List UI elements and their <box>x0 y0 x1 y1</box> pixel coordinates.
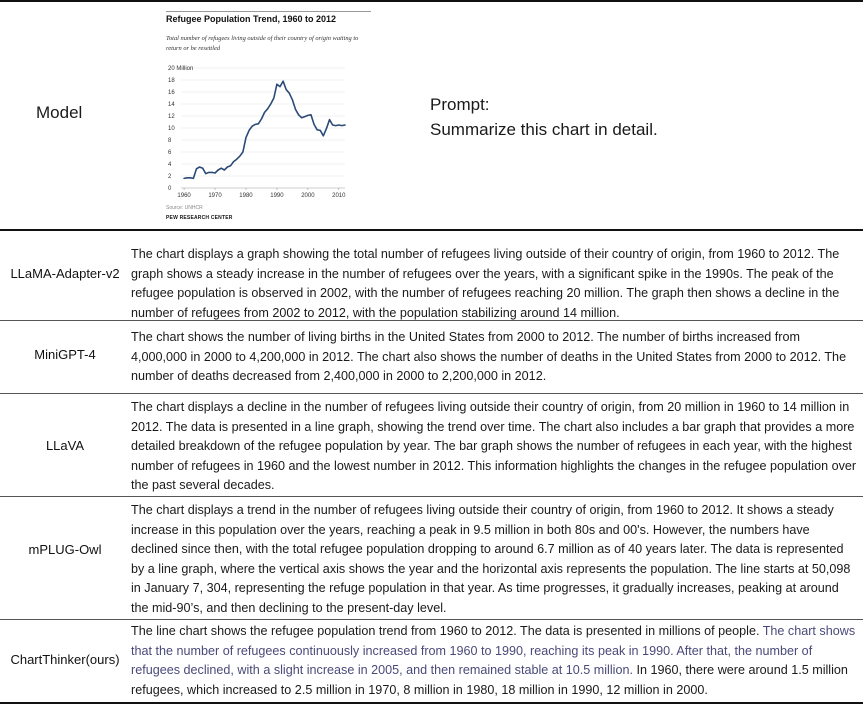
y-tick-label: 2 <box>168 174 172 180</box>
row-model-label: ChartThinker(ours) <box>10 652 120 667</box>
x-tick-label: 1970 <box>208 193 222 199</box>
prompt-text: Summarize this chart in detail. <box>430 120 658 139</box>
response-segment: In 1960, there were around 1.5 million refugees, which increased to 2.5 million in 1970, 8 million in 1980, 18 million in 1990, 12 million in 2000. <box>131 663 848 697</box>
chart-title: Refugee Population Trend, 1960 to 2012 <box>166 14 337 24</box>
x-tick-label: 1980 <box>239 193 253 199</box>
line-chart <box>163 60 373 200</box>
chart-top-rule <box>166 11 371 12</box>
x-tick-label: 1990 <box>270 193 284 199</box>
table-row <box>0 497 863 619</box>
table-row <box>0 230 863 320</box>
x-tick-label: 1960 <box>177 193 191 199</box>
x-tick-label: 2010 <box>332 193 346 199</box>
y-tick-label: 18 <box>168 78 175 84</box>
table-row <box>0 620 863 702</box>
y-tick-label: 12 <box>168 114 175 120</box>
bottom-rule <box>0 702 863 704</box>
chart-subtitle: Total number of refugees living outside of their country of origin waiting to return or be resettled <box>166 35 359 52</box>
row-response-text: The chart displays a graph showing the total number of refugees living outside of their country of origin, from 1960 to 2012. The graph shows a steady increase in the number of refugees over the years, with a significant spike in the 1990s. The peak of the refugee population is observed in 2002, with the number of refugees reaching 20 million. The graph then shows a decline in the number of refugees from 2002 to 2012, with the population stabilizing around 14 million. <box>131 247 840 320</box>
row-response-text: The chart shows the number of living births in the United States from 2000 to 2012. The number of births increased from 4,000,000 in 2000 to 4,200,000 in 2012. The chart also shows the number of deaths in the United States from 2000 to 2012. The number of deaths decreased from 2,400,000 in 2000 to 2,200,000 in 2012. <box>131 330 847 384</box>
row-response-text: The chart displays a trend in the number of refugees living outside their country of origin, from 1960 to 2012. It shows a steady increase in this population over the years, reaching a peak in 9.5 million in both 80s and 00's. However, the numbers have declined since then, with the total refugee population dropping to around 6.7 million as of 40 years later. The data is represented by a line graph, where the vertical axis shows the year and the horizontal axis represents the population. The line starts at 50,098 in January 7, 304, representing the refuge population in that year. As time progresses, it gradually increases, peaking at around the mid-90’s, and then declining to the present-day level. <box>131 503 851 615</box>
y-tick-label: 14 <box>168 102 175 108</box>
chart-source: Source: UNHCR <box>166 205 203 211</box>
x-tick-label: 2000 <box>301 193 315 199</box>
row-model-label: MiniGPT-4 <box>34 347 96 362</box>
prompt-header <box>430 92 658 142</box>
row-response-text <box>131 622 857 700</box>
top-rule <box>0 0 863 2</box>
table-row <box>0 394 863 496</box>
response-segment: The line chart shows the refugee population trend from 1960 to 2012. The data is presented in millions of people. <box>131 624 760 638</box>
row-model-label: LLaMA-Adapter-v2 <box>10 266 120 281</box>
y-tick-label: 16 <box>168 90 175 96</box>
y-tick-label: 6 <box>168 150 172 156</box>
chart-figure <box>163 8 373 220</box>
row-model-label: LLaVA <box>45 438 85 453</box>
row-model-label: mPLUG-Owl <box>28 542 102 557</box>
y-tick-label: 20 Million <box>168 66 194 72</box>
y-tick-label: 10 <box>168 126 175 132</box>
row-response-text: The chart displays a decline in the number of refugees living outside their country of origin, from 20 million in 1960 to 14 million in 2012. The data is presented in a line graph, showing the trend over time. The chart also includes a bar graph that provides a more detailed breakdown of the refugee population by year. The bar graph shows the number of refugees in each year, with the highest number of refugees in 1960 and the lowest number in 2012. This information highlights the changes in the refugee population over the past several decades. <box>131 400 857 493</box>
response-segment-highlighted: The chart shows that the number of refugees continuously increased from 1960 to 1990, reaching its peak in 1990. After that, the number of refugees declined, with a slight increase in 2005, and then remained stable at 10.5 million. <box>131 624 856 678</box>
table-row <box>0 321 863 393</box>
chart-org: PEW RESEARCH CENTER <box>166 215 233 221</box>
model-column-header: Model <box>36 103 83 122</box>
y-tick-label: 8 <box>168 138 172 144</box>
prompt-label: Prompt: <box>430 95 490 114</box>
y-tick-label: 0 <box>168 186 172 192</box>
y-tick-label: 4 <box>168 162 172 168</box>
